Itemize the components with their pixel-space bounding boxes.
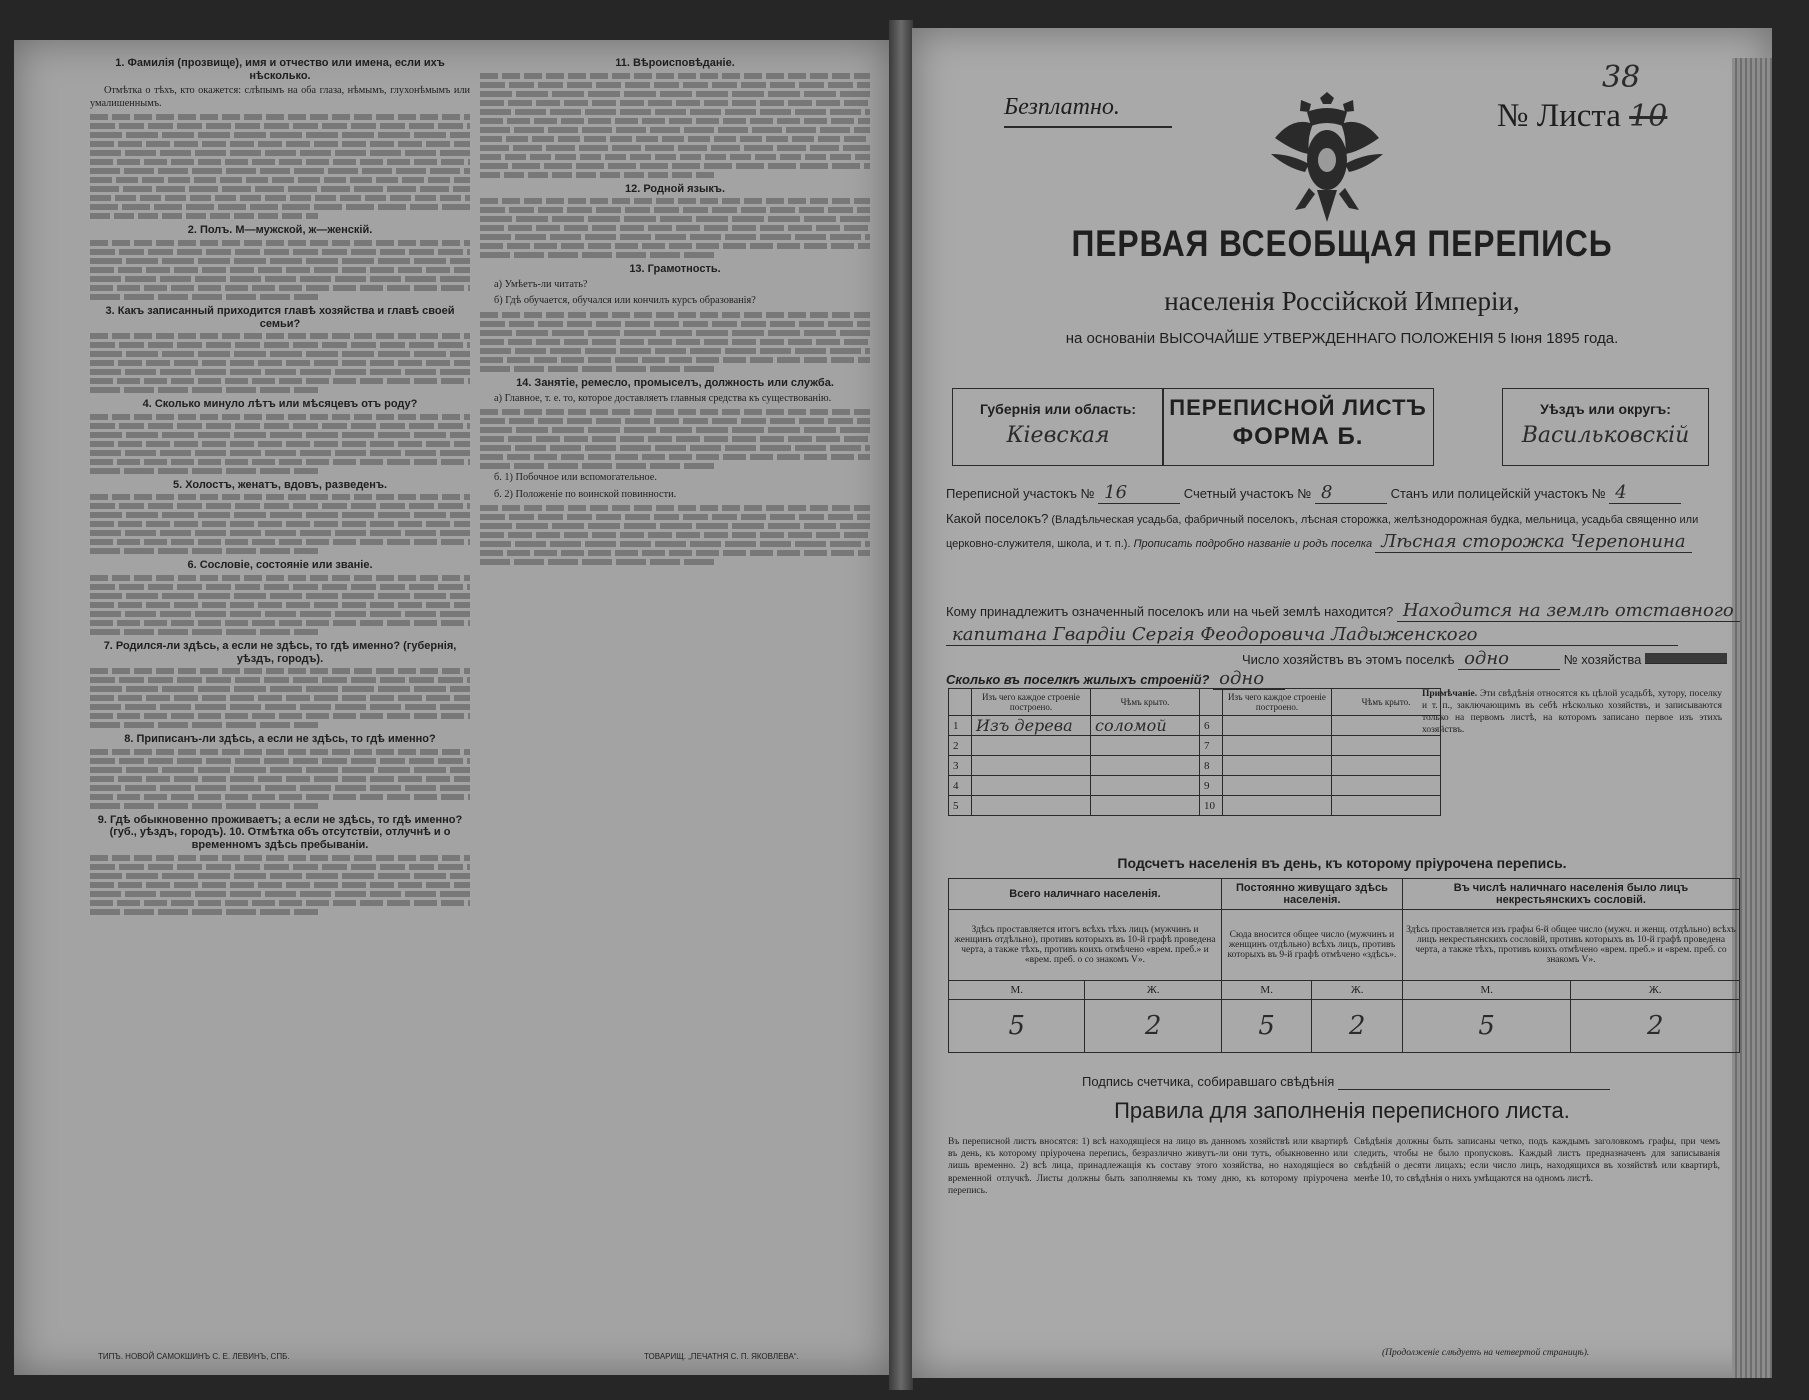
pop-desc-permanent: Сюда вносится общее число (мужчинъ и женщинъ отдѣльно) всѣхъ лицъ, противъ которыхъ въ 9-й графѣ отмѣчено «здѣсь».	[1221, 910, 1402, 981]
population-count-title: Подсчетъ населенія въ день, къ которому пріурочена перепись.	[1117, 855, 1567, 871]
mf-label: М.	[949, 981, 1085, 1000]
bld-cell	[972, 796, 1091, 816]
dense-text-block	[90, 414, 470, 474]
sheet-corner-number: 38	[1602, 60, 1641, 95]
buildings-label: Сколько въ поселкѣ жилыхъ строеній?	[946, 672, 1210, 687]
stan-label: Станъ или полицейскій участокъ №	[1390, 486, 1606, 501]
rules-column-2: Свѣдѣнія должны быть записаны четко, подъ каждымъ заголовкомъ графы, при чемъ следить, чтобы не было пропусковъ. Каждый листъ предназначенъ для записыванія свѣдѣній о десяти лицахъ; если число лицъ, находящихся въ хозяйствѣ или квартирѣ, менѣе 10, то свѣдѣнія о нихъ умѣщаются на одномъ листѣ.	[1354, 1137, 1720, 1184]
instructions-column-1	[90, 52, 470, 918]
note-text: Эти свѣдѣнія относятся къ цѣлой усадьбѣ, хутору, поселку и т. п., заключающимъ въ себѣ нѣсколько хозяйствъ, и записываются только на первомъ листѣ, на которомъ записано первое изъ этихъ хозяйствъ.	[1422, 689, 1722, 735]
bld-cell	[1332, 756, 1441, 776]
stacked-page-edges	[1732, 58, 1772, 1378]
pop-desc-total: Здѣсь проставляется итогъ всѣхъ тѣхъ лицъ (мужчинъ и женщинъ отдѣльно), противъ которыхъ въ 10-й графѣ проведена черта, а также тѣхъ, противъ коихъ отмѣчено «врем. преб.» и «врем. преб. о со знакомъ V».	[949, 910, 1222, 981]
left-page-instructions	[14, 40, 889, 1375]
uezd-value: Васильковскій	[1521, 423, 1690, 448]
census-form-page	[912, 28, 1772, 1378]
dense-text-block	[90, 668, 470, 728]
owner-line-2	[946, 624, 1678, 646]
settlement-line	[946, 508, 1726, 555]
pop-value-non-peasant-male: 5	[1402, 1000, 1571, 1053]
household-number-blot	[1645, 653, 1727, 664]
bld-header-roof-2: Чѣмъ крыто.	[1332, 689, 1441, 716]
bld-cell	[1223, 756, 1332, 776]
sign-label: Подпись счетчика, собиравшаго свѣдѣнія	[1082, 1074, 1335, 1089]
instruction-heading: 1. Фамилія (прозвище), имя и отчество или имена, если ихъ нѣсколько.	[115, 57, 445, 82]
bld-cell	[1223, 796, 1332, 816]
divider-line	[1004, 126, 1172, 128]
pop-value-permanent-female: 2	[1312, 1000, 1403, 1053]
instruction-heading: 13. Грамотность.	[629, 263, 721, 276]
rules-title: Правила для заполненія переписного листа.	[1114, 1098, 1570, 1123]
bld-row-num: 10	[1200, 796, 1223, 816]
pop-value-total-male: 5	[949, 1000, 1085, 1053]
instruction-heading: 4. Сколько минуло лѣтъ или мѣсяцевъ отъ роду?	[142, 398, 418, 411]
bld-row-num: 7	[1200, 736, 1223, 756]
dense-text-block	[90, 494, 470, 554]
bld-material-1: Изъ дерева	[972, 716, 1091, 736]
sheet-number	[1497, 98, 1667, 135]
instruction-paragraph: Отмѣтка о тѣхъ, кто окажется: слѣпымъ на оба глаза, нѣмымъ, глухонѣмымъ или умалишеннымъ.	[90, 85, 470, 109]
bld-corner	[949, 689, 972, 716]
households-line	[1242, 648, 1727, 670]
printer-imprint-left: ТИПЪ. НОВОЙ САМОКШИНЪ С. Е. ЛЕВИНЪ, СПБ.	[98, 1352, 290, 1361]
poselok-hint: (Владѣльческая усадьба, фабричный поселокъ, лѣсная сторожка, желѣзнодорожная будка, мельница, усадьба священно или церковно-служителя, школа, и т. п.).	[946, 514, 1699, 550]
bld-cell	[972, 776, 1091, 796]
legal-basis: на основаніи ВЫСОЧАЙШЕ УТВЕРЖДЕННАГО ПОЛОЖЕНІЯ 5 Іюня 1895 года.	[1065, 330, 1619, 347]
owner-label: Кому принадлежитъ означенный поселокъ или на чьей землѣ находится?	[946, 604, 1394, 619]
buildings-note	[1422, 688, 1722, 736]
pop-header-total: Всего наличнаго населенія.	[949, 879, 1222, 910]
uchastok-label: Переписной участокъ №	[946, 486, 1095, 501]
mf-label: М.	[1402, 981, 1571, 1000]
double-headed-eagle-emblem	[1267, 88, 1387, 228]
bld-row-num: 3	[949, 756, 972, 776]
owner-line	[946, 600, 1740, 622]
bld-row-num: 2	[949, 736, 972, 756]
instruction-paragraph: б) Гдѣ обучается, обучался или кончилъ курсъ образованія?	[494, 295, 756, 307]
form-title-line2: ФОРМА Б.	[1232, 423, 1364, 450]
bld-cell	[972, 736, 1091, 756]
instruction-heading: 6. Сословіе, состояніе или званіе.	[187, 559, 373, 572]
dense-text-block	[480, 409, 870, 469]
instruction-paragraph: а) Главное, т. е. то, которое доставляетъ главныя средства къ существованію.	[494, 392, 832, 404]
dense-text-block	[90, 855, 470, 915]
gubernia-value: Кіевская	[1006, 423, 1110, 448]
dense-text-block	[90, 114, 470, 219]
enumerator-signature-line	[1082, 1074, 1610, 1090]
pop-header-non-peasant: Въ числѣ наличнаго населенія было лицъ некрестьянскихъ сословій.	[1402, 879, 1739, 910]
mf-label: Ж.	[1085, 981, 1221, 1000]
bld-header-material: Изъ чего каждое строеніе построено.	[972, 689, 1091, 716]
mf-label: Ж.	[1312, 981, 1403, 1000]
census-subtitle: населенія Россійской Имперіи,	[1164, 286, 1520, 316]
mf-label: М.	[1221, 981, 1312, 1000]
dense-text-block	[480, 505, 870, 565]
mf-label: Ж.	[1571, 981, 1740, 1000]
household-number-label: № хозяйства	[1563, 652, 1642, 667]
instruction-paragraph: а) Умѣетъ-ли читать?	[494, 278, 588, 290]
printer-imprint-right: ТОВАРИЩ. „ПЕЧАТНЯ С. П. ЯКОВЛЕВА“.	[644, 1352, 799, 1361]
book-spine	[889, 20, 913, 1390]
stan-value: 4	[1609, 482, 1681, 504]
bld-row-num: 8	[1200, 756, 1223, 776]
bld-corner-2	[1200, 689, 1223, 716]
sheet-number-value: 10	[1629, 99, 1668, 134]
schetny-label: Счетный участокъ №	[1183, 486, 1312, 501]
bld-row-num: 9	[1200, 776, 1223, 796]
owner-value-1: Находится на землѣ отставного	[1397, 600, 1740, 622]
bld-cell	[1332, 736, 1441, 756]
bld-row-num: 6	[1200, 716, 1223, 736]
pop-value-total-female: 2	[1085, 1000, 1221, 1053]
note-title: Примѣчаніе.	[1422, 689, 1478, 699]
instruction-heading: 11. Вѣроисповѣданіе.	[615, 57, 735, 69]
instruction-paragraph: б. 2) Положеніе по воинской повинности.	[494, 488, 677, 500]
dense-text-block	[480, 73, 870, 178]
form-title-box	[1162, 388, 1434, 466]
population-table	[948, 878, 1740, 1053]
instruction-heading: 14. Занятіе, ремесло, промыселъ, должность или служба.	[516, 376, 834, 389]
bld-cell	[1223, 716, 1332, 736]
sheet-number-label: № Листа	[1497, 98, 1621, 134]
form-title-line1: ПЕРЕПИСНОЙ ЛИСТЪ	[1169, 395, 1427, 420]
bld-row-num: 4	[949, 776, 972, 796]
instruction-heading: 2. Полъ. М—мужской, ж—женскій.	[187, 224, 373, 237]
district-line	[946, 482, 1681, 504]
households-label: Число хозяйствъ въ этомъ поселкѣ	[1242, 652, 1455, 667]
poselok-hint-2: Прописать подробно названіе и родъ поселка	[1133, 538, 1373, 550]
pop-header-permanent: Постоянно живущаго здѣсь населенія.	[1221, 879, 1402, 910]
pop-desc-non-peasant: Здѣсь проставляется изъ графы 6-й общее число (мужч. и женщ. отдѣльно) всѣхъ лицъ некрестьянскихъ сословій, противъ которыхъ въ 10-й графѣ проведена черта, а также тѣхъ, противъ коихъ отмѣчено «врем. преб.» и «врем. преб. со знакомъ V».	[1402, 910, 1739, 981]
gubernia-box	[952, 388, 1164, 466]
buildings-table	[948, 688, 1441, 816]
instruction-heading: 7. Родился-ли здѣсь, а если не здѣсь, то гдѣ именно? (губернія, уѣздъ, городъ).	[103, 639, 457, 665]
bld-cell	[1091, 736, 1200, 756]
owner-value-2: капитана Гвардіи Сергія Феодоровича Ладыженского	[946, 624, 1678, 646]
dense-text-block	[90, 333, 470, 393]
rules-column-1: Въ переписной листъ вносятся: 1) всѣ находящіеся на лицо въ данномъ хозяйствѣ или квартирѣ въ день, къ которому пріурочена перепись, безразлично живутъ-ли они тутъ, обыкновенно или лишь временно. 2) всѣ лица, принадлежащія къ составу этого хозяйства, но находящіеся во временной отлучкѣ. Листы должны быть заполняемы къ тому дню, къ которому пріурочена перепись.	[948, 1137, 1348, 1196]
pop-value-non-peasant-female: 2	[1571, 1000, 1740, 1053]
dense-text-block	[90, 749, 470, 809]
instruction-heading: 9. Гдѣ обыкновенно проживаетъ; а если не здѣсь, то гдѣ именно? (губ., уѣздъ, городъ). 10. Отмѣтка объ отсутствіи, отлучнѣ и о временномъ здѣсь пребываніи.	[97, 813, 463, 851]
poselok-value: Лѣсная сторожка Черепонина	[1375, 531, 1691, 553]
pop-value-permanent-male: 5	[1221, 1000, 1312, 1053]
bld-row-num: 5	[949, 796, 972, 816]
households-value: одно	[1458, 648, 1560, 670]
instruction-heading: 3. Какъ записанный приходится главѣ хозяйства и главѣ своей семьи?	[105, 304, 455, 330]
instruction-heading: 12. Родной языкъ.	[624, 182, 725, 195]
bld-cell	[1091, 776, 1200, 796]
uezd-label: Уѣздъ или округъ:	[1540, 401, 1671, 417]
dense-text-block	[90, 575, 470, 635]
bld-cell	[1091, 796, 1200, 816]
instruction-heading: 8. Приписанъ-ли здѣсь, а если не здѣсь, то гдѣ именно?	[124, 733, 436, 746]
continued-note: (Продолженіе слѣдуетъ на четвертой страницѣ).	[1382, 1348, 1590, 1358]
uezd-box	[1502, 388, 1709, 466]
free-of-charge-label: Безплатно.	[1004, 94, 1120, 120]
instruction-heading: 5. Холостъ, женатъ, вдовъ, разведенъ.	[172, 478, 388, 491]
bld-cell	[1332, 796, 1441, 816]
schetny-value: 8	[1315, 482, 1387, 504]
bld-roof-1: соломой	[1091, 716, 1200, 736]
poselok-label: Какой поселокъ?	[946, 511, 1049, 526]
uchastok-value: 16	[1098, 482, 1180, 504]
census-title: ПЕРВАЯ ВСЕОБЩАЯ ПЕРЕПИСЬ	[1071, 223, 1613, 264]
dense-text-block	[90, 240, 470, 300]
bld-cell	[1332, 776, 1441, 796]
bld-cell	[972, 756, 1091, 776]
dense-text-block	[480, 198, 870, 258]
gubernia-label: Губернія или область:	[979, 401, 1137, 417]
dense-text-block	[480, 312, 870, 372]
buildings-line	[946, 668, 1285, 690]
buildings-value: одно	[1213, 668, 1285, 690]
bld-cell	[1223, 736, 1332, 756]
bld-header-material-2: Изъ чего каждое строеніе построено.	[1223, 689, 1332, 716]
bld-cell	[1091, 756, 1200, 776]
bld-row-num: 1	[949, 716, 972, 736]
instructions-column-2	[480, 52, 870, 568]
bld-header-roof: Чѣмъ крыто.	[1091, 689, 1200, 716]
instruction-paragraph: б. 1) Побочное или вспомогательное.	[494, 472, 657, 484]
bld-cell	[1223, 776, 1332, 796]
